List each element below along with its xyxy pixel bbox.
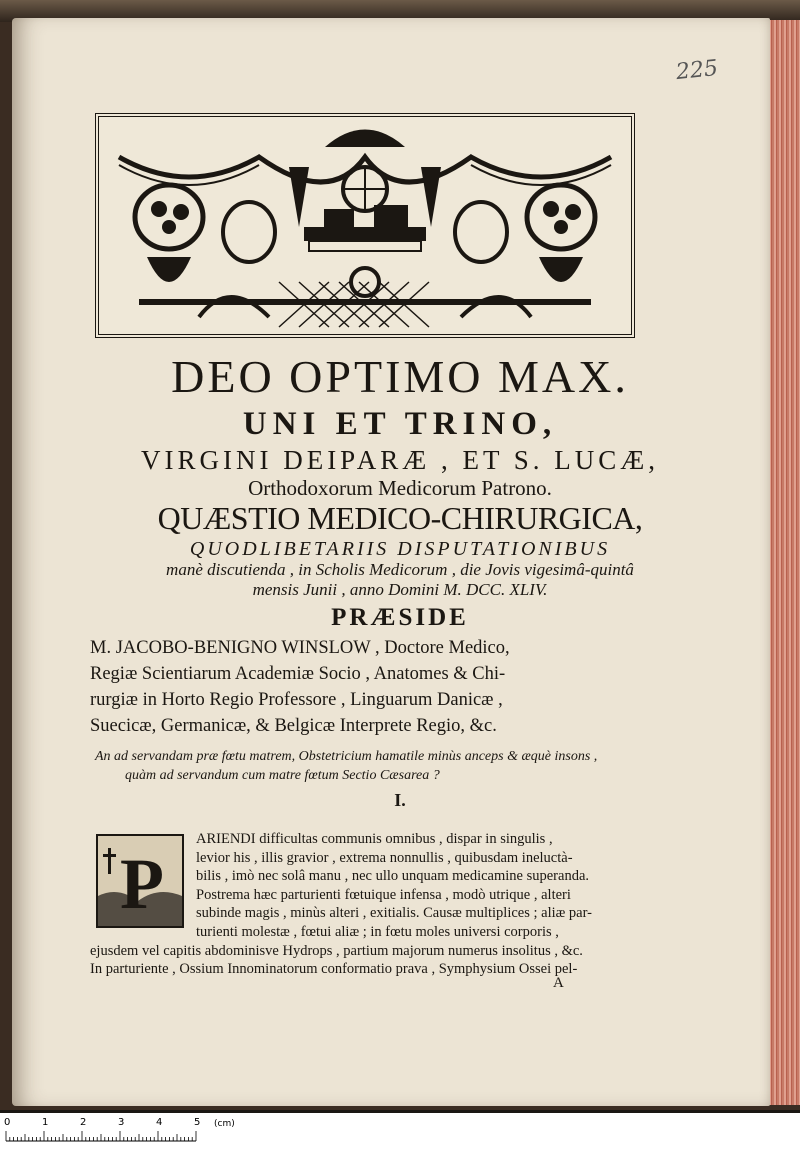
dedication-line-4: Orthodoxorum Medicorum Patrono.	[248, 476, 552, 500]
praeside-heading: PRÆSIDE	[331, 604, 469, 631]
quaestio-line: An ad servandam præ fœtu matrem, Obstetricium hamatile minùs anceps & æquè insons ,	[95, 749, 598, 764]
folio-number: 225	[674, 55, 720, 86]
body-paragraph	[90, 830, 650, 979]
body-line: ejusdem vel capitis abdominisve Hydrops , partium majorum numerus insolitus , &c.	[90, 942, 583, 959]
dedication-line-2: UNI ET TRINO,	[242, 406, 558, 442]
ruler-label: 1	[42, 1117, 49, 1128]
body-line: Postrema hæc parturienti fœtuique infensa , modò utrique , alteri	[196, 886, 571, 903]
ruler-unit: (cm)	[214, 1119, 235, 1129]
date-line-2: mensis Junii , anno Domini M. DCC. XLIV.	[252, 580, 548, 599]
praeses-line: rurgiæ in Horto Regio Professore , Linguarum Danicæ ,	[90, 690, 503, 710]
praeses-line: Regiæ Scientiarum Academiæ Socio , Anatomes & Chi-	[90, 664, 506, 684]
body-line: In parturiente , Ossium Innominatorum conformatio prava , Symphysium Ossei pel-	[90, 961, 578, 978]
body-line: subinde magis , minùs alteri , exitialis. Causæ multiplices ; aliæ par-	[196, 905, 592, 922]
quaestio-title: QUÆSTIO MEDICO-CHIRURGICA,	[157, 500, 643, 536]
section-number: I.	[394, 790, 406, 810]
body-line: bilis , imò nec solâ manu , nec ullo unquam medicamine superanda.	[196, 868, 590, 885]
quaestio-line: quàm ad servandum cum matre fœtum Sectio Cæsarea ?	[125, 768, 440, 783]
praeses-line: M. JACOBO-BENIGNO WINSLOW , Doctore Medico,	[90, 638, 510, 658]
ruler-label: 5	[194, 1117, 201, 1128]
body-line: turienti molestæ , fœtui aliæ ; in fœtu moles universi corporis ,	[196, 923, 559, 940]
ruler-label: 4	[156, 1117, 163, 1128]
date-line-1: manè discutienda , in Scholis Medicorum , die Jovis vigesimâ-quintâ	[166, 560, 634, 579]
praeses-paragraph	[90, 635, 650, 739]
ruler-label: 3	[118, 1117, 125, 1128]
quaestio-question	[95, 747, 635, 785]
ornamental-headpiece	[95, 113, 635, 338]
body-line: levior his , illis gravior , extrema nonnullis , quibusdam ineluctà-	[196, 849, 573, 866]
ruler-label: 2	[80, 1117, 87, 1128]
headpiece-illustration	[99, 117, 631, 334]
praeses-line: Suecicæ, Germanicæ, & Belgicæ Interprete Regio, &c.	[90, 716, 497, 736]
ruler-label: 0	[4, 1117, 11, 1128]
body-line: ARIENDI difficultas communis omnibus , dispar in singulis ,	[196, 831, 553, 847]
svg-text:P: P	[120, 844, 164, 924]
catchword: A	[553, 975, 564, 991]
dedication-line-1: DEO OPTIMO MAX.	[171, 351, 629, 402]
quodlibetariis-line: QUODLIBETARIIS DISPUTATIONIBUS	[189, 538, 611, 560]
dedication-line-3: VIRGINI DEIPARÆ , ET S. LUCÆ,	[140, 445, 660, 475]
